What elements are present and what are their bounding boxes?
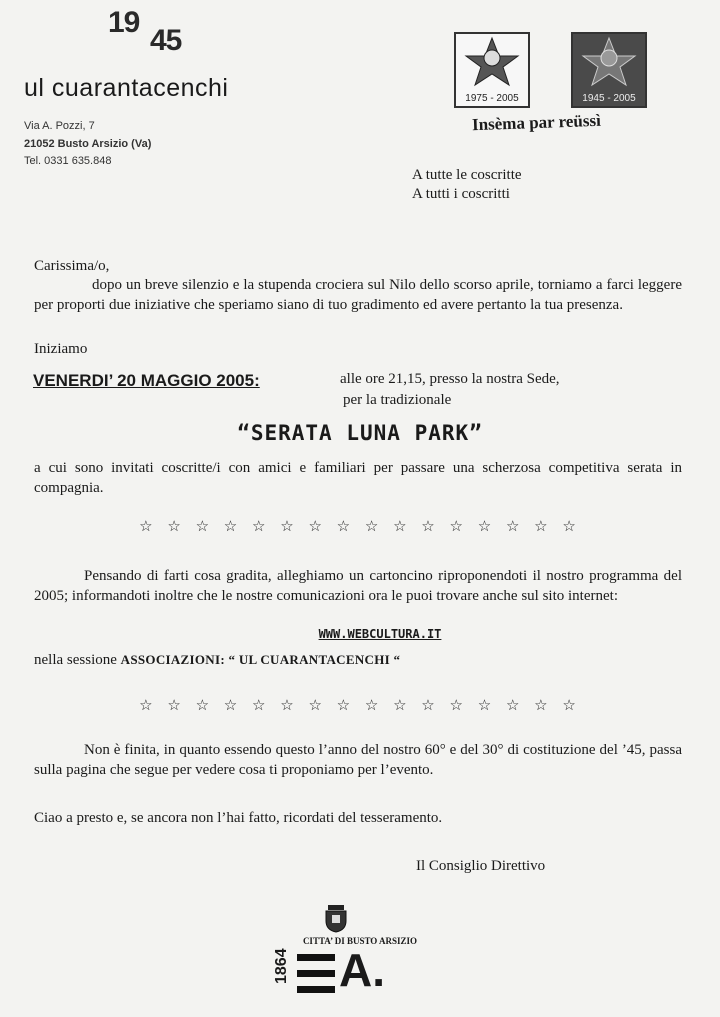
recipient-line: A tutti i coscritti xyxy=(412,186,510,202)
organization-name: ul cuarantacenchi xyxy=(24,74,229,102)
event-description: a cui sono invitati coscritte/i con amici e familiari per passare una scherzosa competitiva serata in compagnia. xyxy=(34,460,682,496)
year-top-digits: 19 xyxy=(108,6,140,39)
address-street: Via A. Pozzi, 7 xyxy=(24,120,95,132)
greeting: Carissima/o, xyxy=(34,258,110,274)
city-logo-letter: A. xyxy=(339,944,385,996)
website-link[interactable]: WWW.WEBCULTURA.IT xyxy=(318,627,442,641)
star-icon xyxy=(573,34,645,92)
address-phone: Tel. 0331 635.848 xyxy=(24,155,112,167)
city-logo-bars xyxy=(297,952,337,996)
session-prefix: nella sessione xyxy=(34,652,117,668)
city-crest-icon xyxy=(323,903,349,933)
star-divider: ☆ ☆ ☆ ☆ ☆ ☆ ☆ ☆ ☆ ☆ ☆ ☆ ☆ ☆ ☆ ☆ xyxy=(139,696,581,714)
star-icon xyxy=(456,34,528,92)
star-divider: ☆ ☆ ☆ ☆ ☆ ☆ ☆ ☆ ☆ ☆ ☆ ☆ ☆ ☆ ☆ ☆ xyxy=(139,517,581,535)
program-paragraph: Pensando di farti cosa gradita, alleghiamo un cartoncino riproponendoti il nostro programma del 2005; informandoti inoltre che le nostre comunicazioni ora le puoi trovare anche sul sito internet: xyxy=(34,568,682,604)
city-founding-year: 1864 xyxy=(273,948,290,984)
right-badge-years: 1945 - 2005 xyxy=(582,93,636,104)
event-tradition: per la tradizionale xyxy=(343,392,452,408)
event-title: “SERATA LUNA PARK” xyxy=(237,421,483,445)
intro-paragraph: dopo un breve silenzio e la stupenda crociera sul Nilo dello scorso aprile, torniamo a farci leggere per proporti due iniziative che speriamo siano di tuo gradimento ed avere pertanto la tua presenza. xyxy=(34,277,682,313)
city-name: CITTA’ DI BUSTO ARSIZIO xyxy=(302,936,418,946)
anniversary-paragraph: Non è finita, in quanto essendo questo l’anno del nostro 60° e del 30° di costituzione del ’45, passa sulla pagina che segue per vedere cosa ti proponiamo per l’evento. xyxy=(34,742,682,778)
anniversary-60-badge xyxy=(571,32,647,108)
closing-line: Ciao a presto e, se ancora non l’hai fatto, ricordati del tesseramento. xyxy=(34,810,443,826)
left-badge-years: 1975 - 2005 xyxy=(465,93,519,104)
address-city: 21052 Busto Arsizio (Va) xyxy=(24,138,152,150)
recipient-line: A tutte le coscritte xyxy=(412,167,522,183)
year-bottom-digits: 45 xyxy=(150,24,182,57)
start-line: Iniziamo xyxy=(34,341,88,357)
signature: Il Consiglio Direttivo xyxy=(416,858,546,874)
anniversary-30-badge xyxy=(454,32,530,108)
session-line xyxy=(34,652,400,669)
event-date: VENERDI’ 20 MAGGIO 2005: xyxy=(33,371,260,390)
event-time: alle ore 21,15, presso la nostra Sede, xyxy=(340,371,560,387)
session-association: ASSOCIAZIONI: “ UL CUARANTACENCHI “ xyxy=(120,652,401,667)
motto: Insèma par reüssì xyxy=(471,110,602,135)
